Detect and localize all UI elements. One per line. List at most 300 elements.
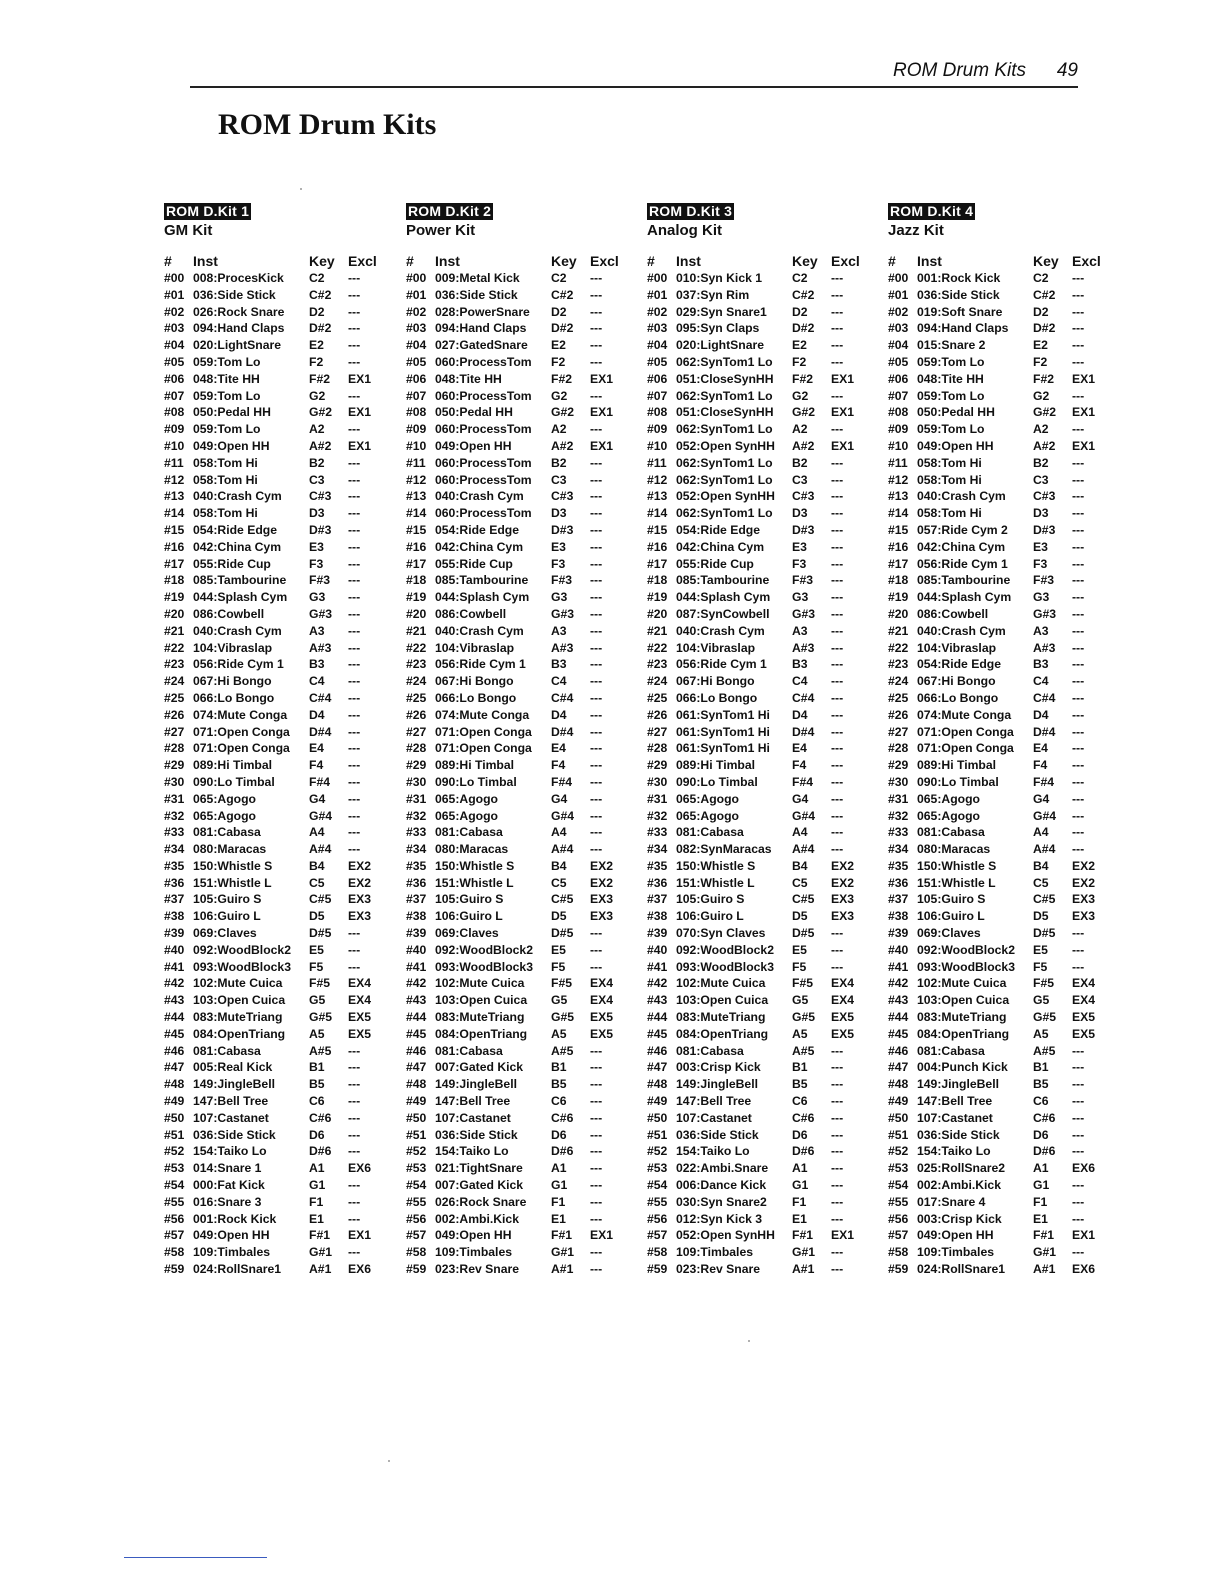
cell-key: B5 (309, 1077, 325, 1092)
cell-instrument: 085:Tambourine (193, 573, 287, 588)
cell-key: G#1 (792, 1245, 816, 1260)
kit-tag: ROM D.Kit 3 (649, 203, 733, 219)
cell-number: #18 (164, 573, 185, 588)
cell-key: A5 (1033, 1026, 1049, 1041)
table-row (164, 505, 400, 522)
cell-instrument: 036:Side Stick (435, 287, 518, 302)
cell-key: G1 (309, 1178, 326, 1193)
cell-number: #46 (164, 1043, 185, 1058)
table-row (164, 572, 400, 589)
cell-number: #12 (164, 472, 185, 487)
cell-instrument: 150:Whistle S (676, 858, 756, 873)
cell-instrument: 071:Open Conga (435, 741, 532, 756)
cell-excl: EX5 (590, 1026, 614, 1041)
cell-excl: --- (348, 657, 361, 672)
cell-instrument: 040:Crash Cym (435, 623, 524, 638)
cell-excl: --- (348, 573, 361, 588)
table-row (406, 791, 642, 808)
cell-key: B4 (1033, 858, 1049, 873)
table-row (888, 404, 1124, 421)
cell-number: #42 (164, 976, 185, 991)
table-row (164, 774, 400, 791)
table-row (888, 891, 1124, 908)
cell-instrument: 040:Crash Cym (193, 489, 282, 504)
cell-instrument: 016:Snare 3 (193, 1194, 262, 1209)
cell-key: B5 (551, 1077, 567, 1092)
cell-number: #49 (888, 1094, 909, 1109)
cell-instrument: 151:Whistle L (917, 875, 996, 890)
cell-excl: --- (1072, 808, 1085, 823)
cell-excl: --- (1072, 674, 1085, 689)
table-row (647, 925, 883, 942)
cell-number: #28 (647, 741, 668, 756)
cell-number: #44 (164, 1010, 185, 1025)
cell-number: #12 (647, 472, 668, 487)
cell-key: F#5 (309, 976, 331, 991)
table-row (406, 1059, 642, 1076)
cell-excl: --- (348, 304, 361, 319)
table-row (164, 304, 400, 321)
cell-key: D3 (551, 506, 567, 521)
cell-key: G#1 (551, 1245, 575, 1260)
cell-key: G#5 (792, 1010, 816, 1025)
table-row (888, 1127, 1124, 1144)
cell-excl: --- (1072, 338, 1085, 353)
cell-key: A#5 (309, 1043, 332, 1058)
cell-instrument: 082:SynMaracas (676, 842, 772, 857)
cell-key: D#2 (551, 321, 574, 336)
cell-instrument: 102:Mute Cuica (435, 976, 525, 991)
cell-instrument: 060:ProcessTom (435, 388, 532, 403)
table-row (647, 304, 883, 321)
cell-number: #30 (164, 774, 185, 789)
cell-key: G#3 (309, 606, 333, 621)
table-row (164, 858, 400, 875)
cell-excl: --- (590, 657, 603, 672)
table-row (647, 287, 883, 304)
cell-number: #54 (647, 1178, 668, 1193)
cell-instrument: 054:Ride Edge (193, 522, 277, 537)
cell-instrument: 040:Crash Cym (193, 623, 282, 638)
cell-instrument: 061:SynTom1 Hi (676, 724, 770, 739)
cell-excl: --- (590, 741, 603, 756)
cell-key: D6 (792, 1127, 808, 1142)
cell-key: D#3 (551, 522, 574, 537)
cell-excl: --- (1072, 606, 1085, 621)
cell-instrument: 044:Splash Cym (676, 590, 771, 605)
cell-excl: --- (1072, 926, 1085, 941)
cell-instrument: 062:SynTom1 Lo (676, 354, 773, 369)
cell-number: #47 (406, 1060, 427, 1075)
cell-instrument: 054:Ride Edge (917, 657, 1001, 672)
cell-number: #26 (164, 707, 185, 722)
cell-number: #23 (888, 657, 909, 672)
cell-number: #24 (164, 674, 185, 689)
cell-excl: --- (831, 690, 844, 705)
cell-key: A4 (792, 825, 808, 840)
cell-key: E1 (1033, 1211, 1048, 1226)
cell-instrument: 090:Lo Timbal (435, 774, 517, 789)
cell-number: #04 (888, 338, 909, 353)
cell-excl: EX4 (348, 993, 372, 1008)
cell-excl: --- (1072, 573, 1085, 588)
cell-number: #17 (647, 556, 668, 571)
cell-key: A5 (309, 1026, 325, 1041)
cell-number: #30 (888, 774, 909, 789)
table-row (888, 589, 1124, 606)
cell-excl: --- (590, 842, 603, 857)
cell-number: #00 (164, 271, 185, 285)
cell-instrument: 062:SynTom1 Lo (676, 388, 773, 403)
table-row (164, 589, 400, 606)
cell-number: #31 (406, 791, 427, 806)
cell-instrument: 102:Mute Cuica (917, 976, 1007, 991)
cell-excl: --- (831, 758, 844, 773)
table-row (406, 539, 642, 556)
cell-key: E2 (309, 338, 324, 353)
cell-key: G#4 (1033, 808, 1057, 823)
cell-excl: --- (590, 623, 603, 638)
cell-key: E3 (551, 539, 566, 554)
cell-number: #16 (888, 539, 909, 554)
cell-excl: EX4 (1072, 976, 1096, 991)
cell-number: #50 (164, 1110, 185, 1125)
cell-key: A2 (1033, 422, 1049, 437)
cell-instrument: 044:Splash Cym (435, 590, 530, 605)
cell-number: #05 (647, 354, 668, 369)
cell-excl: --- (1072, 842, 1085, 857)
cell-number: #11 (406, 455, 426, 470)
table-row (647, 1026, 883, 1043)
cell-excl: --- (1072, 455, 1085, 470)
cell-key: G5 (551, 993, 568, 1008)
cell-instrument: 022:Ambi.Snare (676, 1161, 769, 1176)
table-row (406, 320, 642, 337)
cell-excl: --- (1072, 388, 1085, 403)
table-row (647, 724, 883, 741)
cell-excl: --- (831, 959, 844, 974)
cell-number: #04 (647, 338, 668, 353)
cell-number: #09 (406, 422, 427, 437)
cell-excl: --- (590, 472, 603, 487)
cell-key: E2 (792, 338, 807, 353)
cell-key: C#5 (551, 892, 574, 907)
column-header-key: Key (309, 253, 335, 269)
table-row (406, 371, 642, 388)
table-row (164, 1093, 400, 1110)
cell-excl: EX6 (348, 1262, 372, 1277)
cell-instrument: 083:MuteTriang (193, 1010, 283, 1025)
cell-excl: --- (590, 539, 603, 554)
cell-instrument: 001:Rock Kick (193, 1211, 277, 1226)
table-row (164, 371, 400, 388)
kit-table (647, 252, 883, 1278)
cell-key: G4 (1033, 791, 1050, 806)
cell-excl: --- (348, 455, 361, 470)
cell-instrument: 030:Syn Snare2 (676, 1194, 767, 1209)
cell-instrument: 005:Real Kick (193, 1060, 273, 1075)
cell-number: #40 (164, 942, 185, 957)
cell-key: B3 (309, 657, 325, 672)
table-row (406, 673, 642, 690)
cell-number: #52 (888, 1144, 909, 1159)
cell-instrument: 059:Tom Lo (193, 388, 261, 403)
table-row (406, 505, 642, 522)
cell-excl: --- (348, 690, 361, 705)
cell-excl: --- (348, 354, 361, 369)
cell-instrument: 071:Open Conga (435, 724, 532, 739)
cell-excl: --- (590, 522, 603, 537)
cell-key: A#2 (551, 438, 574, 453)
cell-number: #25 (647, 690, 668, 705)
cell-excl: --- (348, 388, 361, 403)
cell-key: C#5 (1033, 892, 1056, 907)
cell-excl: --- (831, 1077, 844, 1092)
cell-key: C4 (792, 674, 808, 689)
cell-excl: --- (348, 1110, 361, 1125)
cell-key: F#3 (309, 573, 331, 588)
cell-instrument: 102:Mute Cuica (676, 976, 766, 991)
cell-key: G#4 (792, 808, 816, 823)
cell-instrument: 151:Whistle L (193, 875, 272, 890)
cell-excl: --- (831, 1161, 844, 1176)
cell-number: #45 (164, 1026, 185, 1041)
cell-number: #09 (164, 422, 185, 437)
table-row (888, 270, 1124, 287)
cell-instrument: 067:Hi Bongo (435, 674, 514, 689)
cell-number: #10 (647, 438, 668, 453)
cell-number: #19 (164, 590, 185, 605)
cell-instrument: 049:Open HH (917, 438, 994, 453)
cell-number: #57 (406, 1228, 427, 1243)
cell-instrument: 062:SynTom1 Lo (676, 422, 773, 437)
cell-number: #06 (164, 371, 185, 386)
cell-excl: --- (1072, 522, 1085, 537)
cell-key: G#2 (309, 405, 333, 420)
cell-instrument: 109:Timbales (917, 1245, 995, 1260)
cell-instrument: 056:Ride Cym 1 (193, 657, 284, 672)
cell-excl: --- (590, 1077, 603, 1092)
table-row (888, 925, 1124, 942)
cell-key: D5 (1033, 909, 1049, 924)
cell-number: #32 (647, 808, 668, 823)
cell-instrument: 048:Tite HH (193, 371, 260, 386)
cell-excl: --- (590, 1127, 603, 1142)
table-row (888, 942, 1124, 959)
cell-instrument: 071:Open Conga (193, 724, 290, 739)
cell-excl: --- (1072, 271, 1085, 285)
table-row (406, 337, 642, 354)
column-header-key: Key (551, 253, 577, 269)
cell-instrument: 024:RollSnare1 (193, 1262, 282, 1277)
cell-number: #52 (647, 1144, 668, 1159)
cell-key: F3 (792, 556, 807, 571)
table-row (406, 724, 642, 741)
cell-excl: --- (590, 1144, 603, 1159)
cell-instrument: 044:Splash Cym (193, 590, 288, 605)
cell-number: #35 (406, 858, 427, 873)
cell-instrument: 003:Crisp Kick (676, 1060, 761, 1075)
column-header-key: Key (1033, 253, 1059, 269)
cell-number: #59 (164, 1262, 185, 1277)
cell-number: #13 (406, 489, 427, 504)
cell-excl: --- (590, 506, 603, 521)
kit-name: Jazz Kit (888, 222, 944, 239)
cell-key: G5 (792, 993, 809, 1008)
cell-number: #53 (647, 1161, 668, 1176)
cell-excl: --- (1072, 1245, 1085, 1260)
cell-key: A#5 (1033, 1043, 1056, 1058)
cell-instrument: 044:Splash Cym (917, 590, 1012, 605)
cell-excl: --- (831, 707, 844, 722)
cell-excl: --- (348, 959, 361, 974)
cell-key: D4 (1033, 707, 1049, 722)
table-row (406, 992, 642, 1009)
table-row (647, 1059, 883, 1076)
cell-excl: --- (590, 791, 603, 806)
cell-excl: --- (831, 271, 844, 285)
column-header-num: # (406, 253, 414, 269)
table-row (164, 539, 400, 556)
cell-key: D6 (309, 1127, 325, 1142)
table-row (647, 404, 883, 421)
cell-excl: EX1 (831, 438, 855, 453)
cell-instrument: 149:JingleBell (676, 1077, 758, 1092)
cell-key: D#5 (309, 926, 332, 941)
cell-number: #56 (888, 1211, 909, 1226)
table-row (888, 1177, 1124, 1194)
cell-instrument: 042:China Cym (435, 539, 524, 554)
cell-key: C#4 (309, 690, 332, 705)
table-row (888, 690, 1124, 707)
table-row (647, 992, 883, 1009)
cell-number: #55 (164, 1194, 185, 1209)
cell-key: E2 (551, 338, 566, 353)
cell-instrument: 106:Guiro L (193, 909, 261, 924)
column-header-num: # (164, 253, 172, 269)
cell-number: #33 (406, 825, 427, 840)
cell-number: #50 (406, 1110, 427, 1125)
cell-excl: --- (590, 808, 603, 823)
table-row (164, 841, 400, 858)
cell-number: #59 (406, 1262, 427, 1277)
table-row (647, 774, 883, 791)
cell-excl: --- (348, 1043, 361, 1058)
cell-instrument: 002:Ambi.Kick (435, 1211, 519, 1226)
table-row (888, 320, 1124, 337)
cell-number: #52 (406, 1144, 427, 1159)
cell-instrument: 090:Lo Timbal (193, 774, 275, 789)
cell-key: B2 (551, 455, 567, 470)
cell-key: F4 (309, 758, 324, 773)
cell-number: #33 (164, 825, 185, 840)
cell-instrument: 104:Vibraslap (193, 640, 273, 655)
cell-number: #29 (406, 758, 427, 773)
cell-number: #37 (888, 892, 909, 907)
cell-instrument: 106:Guiro L (676, 909, 744, 924)
cell-instrument: 066:Lo Bongo (193, 690, 275, 705)
table-row (647, 522, 883, 539)
cell-key: C#3 (551, 489, 574, 504)
cell-instrument: 060:ProcessTom (435, 354, 532, 369)
table-row (647, 438, 883, 455)
cell-instrument: 042:China Cym (193, 539, 282, 554)
cell-key: D#2 (792, 321, 815, 336)
cell-number: #09 (647, 422, 668, 437)
table-row (647, 1093, 883, 1110)
cell-number: #01 (164, 287, 185, 302)
cell-number: #31 (647, 791, 668, 806)
table-row (647, 623, 883, 640)
table-row (888, 992, 1124, 1009)
cell-key: A#5 (551, 1043, 574, 1058)
table-row (164, 724, 400, 741)
cell-excl: --- (590, 1245, 603, 1260)
cell-key: A#1 (792, 1262, 815, 1277)
column-header-num: # (888, 253, 896, 269)
cell-excl: --- (1072, 590, 1085, 605)
cell-excl: --- (1072, 1211, 1085, 1226)
cell-excl: EX6 (348, 1161, 372, 1176)
table-header-row (888, 252, 1124, 270)
cell-key: F#4 (1033, 774, 1055, 789)
cell-key: D#3 (792, 522, 815, 537)
cell-excl: --- (831, 1211, 844, 1226)
table-row (164, 1059, 400, 1076)
cell-instrument: 150:Whistle S (435, 858, 515, 873)
cell-instrument: 081:Cabasa (917, 825, 985, 840)
cell-number: #26 (888, 707, 909, 722)
table-row (647, 371, 883, 388)
cell-key: G2 (551, 388, 568, 403)
table-row (647, 320, 883, 337)
cell-instrument: 092:WoodBlock2 (917, 942, 1015, 957)
table-row (647, 1127, 883, 1144)
cell-number: #41 (888, 959, 909, 974)
cell-excl: --- (590, 774, 603, 789)
cell-number: #47 (164, 1060, 185, 1075)
cell-excl: --- (348, 808, 361, 823)
cell-number: #55 (888, 1194, 909, 1209)
cell-number: #49 (164, 1094, 185, 1109)
cell-number: #32 (888, 808, 909, 823)
running-header (190, 58, 1078, 88)
cell-key: G#2 (1033, 405, 1057, 420)
cell-number: #15 (406, 522, 427, 537)
table-row (164, 556, 400, 573)
cell-number: #18 (888, 573, 909, 588)
table-row (406, 1043, 642, 1060)
cell-excl: --- (348, 338, 361, 353)
cell-excl: --- (348, 1194, 361, 1209)
cell-instrument: 020:LightSnare (676, 338, 765, 353)
cell-number: #11 (888, 455, 908, 470)
table-row (406, 388, 642, 405)
cell-number: #38 (888, 909, 909, 924)
cell-number: #16 (647, 539, 668, 554)
cell-number: #16 (406, 539, 427, 554)
cell-key: C5 (792, 875, 808, 890)
cell-excl: --- (590, 1043, 603, 1058)
cell-instrument: 060:ProcessTom (435, 506, 532, 521)
cell-excl: --- (1072, 1194, 1085, 1209)
cell-instrument: 058:Tom Hi (917, 472, 982, 487)
kit-column (888, 203, 1124, 1278)
cell-number: #02 (164, 304, 185, 319)
table-row (647, 1076, 883, 1093)
cell-number: #12 (888, 472, 909, 487)
cell-excl: --- (590, 825, 603, 840)
